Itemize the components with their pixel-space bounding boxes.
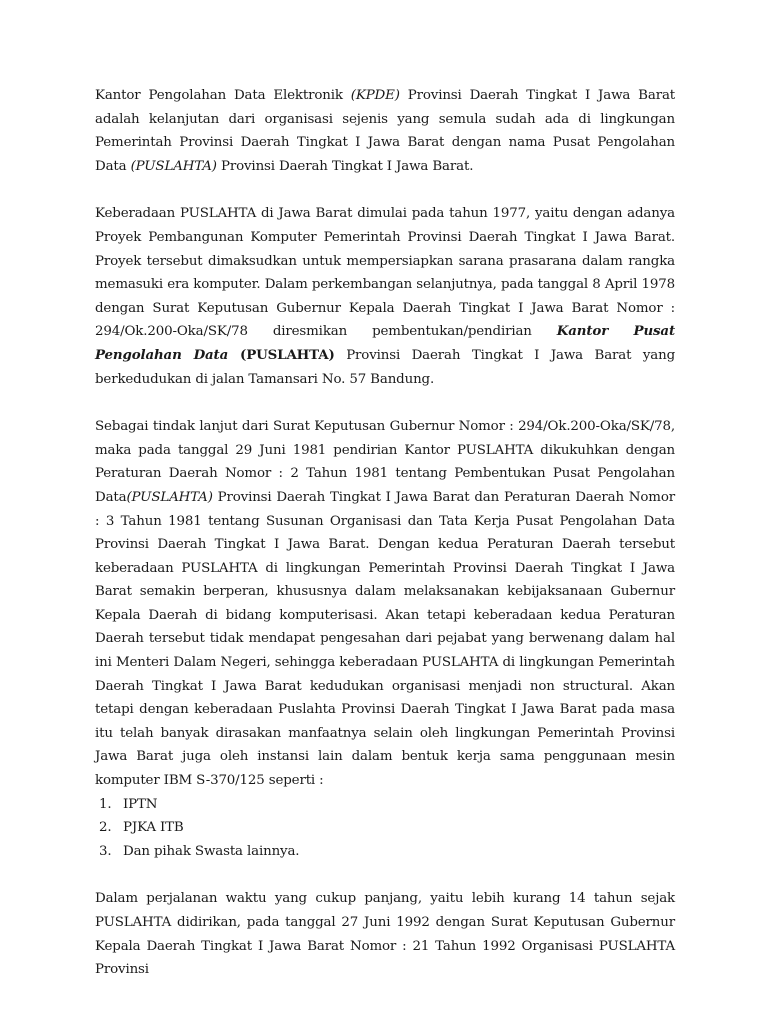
- text-span: Provinsi Daerah Tingkat I Jawa Barat adalah kelanjutan dari organisasi sejenis yang semula sudah ada di lingkungan Pemerintah Provinsi Daerah Tingkat I Jawa Barat dengan nama Pusat Pengolahan Data: [95, 88, 676, 174]
- italic-span: (PUSLAHTA): [126, 489, 213, 505]
- document-page: [95, 84, 675, 1006]
- list-item: [95, 840, 675, 864]
- list-text: Dan pihak Swasta lainnya.: [123, 843, 300, 859]
- list-text: PJKA ITB: [123, 820, 184, 836]
- text-span: Provinsi Daerah Tingkat I Jawa Barat yang berkedudukan di jalan Tamansari No. 57 Bandung.: [95, 347, 675, 387]
- text-span: Dalam perjalanan waktu yang cukup panjang, yaitu lebih kurang 14 tahun sejak PUSLAHTA didirikan, pada tanggal 27 Juni 1992 dengan Surat Keputusan Gubernur Kepala Daerah Tingkat I Jawa Barat Nomor : 21 Tahun 1992 Organisasi PUSLAHTA Provinsi: [95, 891, 675, 978]
- paragraph-puslahta-history: [95, 202, 675, 391]
- list-number: 3.: [99, 843, 112, 859]
- list-item: [95, 816, 675, 840]
- text-span: Keberadaan PUSLAHTA di Jawa Barat dimulai pada tahun 1977, yaitu dengan adanya Proyek Pembangunan Komputer Pemerintah Provinsi Daerah Tingkat I Jawa Barat. Proyek tersebut dimaksudkan untuk mempersiapkan sarana prasarana dalam rangka memasuki era komputer. Dalam perkembangan selanjutnya, pada tanggal 8 April 1978 dengan Surat Keputusan Gubernur Kepala Daerah Tingkat I Jawa Barat Nomor : 294/Ok.200-Oka/SK/78 diresmikan pembentukan/pendirian: [95, 206, 675, 340]
- list-text: IPTN: [123, 796, 158, 812]
- italic-span: (KPDE): [350, 88, 400, 103]
- bold-span: (PUSLAHTA): [228, 346, 335, 363]
- text-span: Provinsi Daerah Tingkat I Jawa Barat.: [216, 158, 474, 174]
- list-number: 2.: [99, 820, 112, 836]
- text-span: Kantor Pengolahan Data Elektronik: [95, 88, 351, 103]
- list-item: [95, 793, 675, 817]
- paragraph-follow-up: [95, 415, 675, 793]
- text-span: Provinsi Daerah Tingkat I Jawa Barat dan Peraturan Daerah Nomor : 3 Tahun 1981 tentang Susunan Organisasi dan Tata Kerja Pusat Pengolahan Data Provinsi Daerah Tingkat I Jawa Barat. Dengan kedua Peraturan Daerah tersebut keberadaan PUSLAHTA di lingkungan Pemerintah Provinsi Daerah Tingkat I Jawa Barat semakin berperan, khususnya dalam melaksanakan kebijaksanaan Gubernur Kepala Daerah di bidang komputerisasi. Akan tetapi keberadaan kedua Peraturan Daerah tersebut tidak mendapat pengesahan dari pejabat yang berwenang dalam hal ini Menteri Dalam Negeri, sehingga keberadaan PUSLAHTA di lingkungan Pemerintah Daerah Tingkat I Jawa Barat kedudukan organisasi menjadi non structural. Akan tetapi dengan keberadaan Puslahta Provinsi Daerah Tingkat I Jawa Barat pada masa itu telah banyak dirasakan manfaatnya selain oleh lingkungan Pemerintah Provinsi Jawa Barat juga oleh instansi lain dalam bentuk kerja sama penggunaan mesin komputer IBM S-370/125 seperti :: [95, 489, 675, 789]
- list-number: 1.: [99, 796, 112, 812]
- italic-span: (PUSLAHTA): [130, 158, 217, 174]
- cooperation-list: [95, 793, 675, 864]
- paragraph-later-development: [95, 887, 675, 981]
- paragraph-kpde-intro: [95, 84, 675, 178]
- bold-italic-span: Kantor Pusat Pengolahan Data: [95, 323, 675, 363]
- text-span: Sebagai tindak lanjut dari Surat Keputusan Gubernur Nomor : 294/Ok.200-Oka/SK/78, maka pada tanggal 29 Juni 1981 pendirian Kantor PUSLAHTA dikukuhkan dengan Peraturan Daerah Nomor : 2 Tahun 1981 tentang Pembentukan Pusat Pengolahan Data: [95, 419, 675, 505]
